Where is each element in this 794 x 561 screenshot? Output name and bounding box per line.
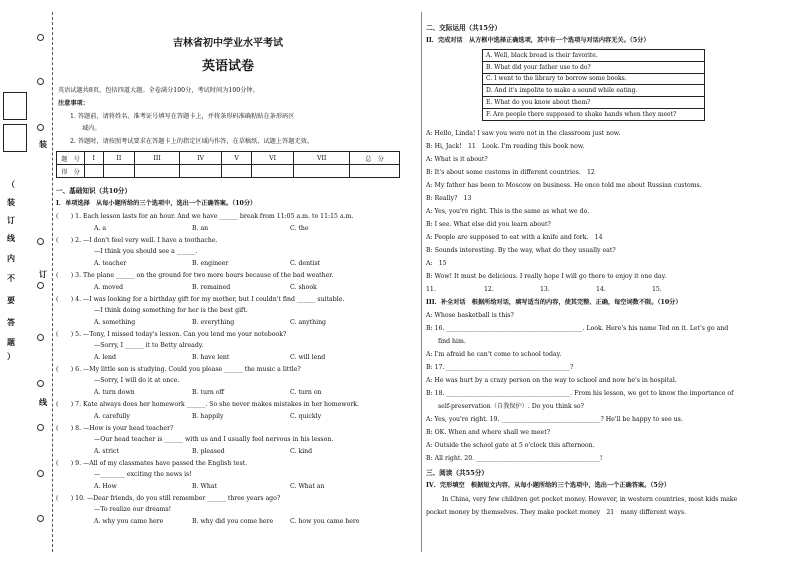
option-a[interactable]: A. something — [94, 319, 136, 326]
option-b[interactable]: B. turn off — [192, 389, 224, 396]
score-header: IV — [179, 152, 222, 165]
question-stem: ( ) 9. —All of my classmates have passed the English test. — [56, 460, 248, 467]
option-a[interactable]: A. strict — [94, 448, 119, 455]
dialogue-line: B: Wow! It must be delicious. I really hope I will go there to enjoy it one day. — [426, 273, 667, 280]
side-mark: 线 — [39, 397, 47, 407]
question-stem-2: —Sorry, I will do it at once. — [94, 377, 180, 384]
option-a[interactable]: A. lend — [94, 354, 116, 361]
answer-blank[interactable]: 14. — [596, 286, 606, 293]
dialogue-option[interactable]: D. And it's impolite to make a sound while eating. — [483, 85, 705, 97]
option-c[interactable]: C. anything — [290, 319, 327, 326]
score-cell[interactable] — [179, 165, 222, 178]
answer-blank[interactable]: 13. — [540, 286, 550, 293]
answer-blank[interactable]: 15. — [652, 286, 662, 293]
question-stem-2: —I think doing something for her is the best gift. — [94, 307, 248, 314]
cut-label: 订 — [7, 215, 15, 225]
question-stem: ( ) 5. —Tony, I missed today's lesson. Can you lend me your notebook? — [56, 331, 287, 338]
notice-1-cont: 域内。 — [82, 125, 101, 132]
dialogue-line: A: Whose basketball is this? — [426, 312, 514, 319]
dialogue-line: find him. — [438, 338, 466, 345]
score-header: VI — [251, 152, 294, 165]
binding-hole — [37, 238, 44, 245]
question-stem: ( ) 4. —I was looking for a birthday gift for my mother, but I couldn't find ______ suitable. — [56, 296, 345, 303]
dialogue-option[interactable]: C. I went to the library to borrow some books. — [483, 73, 705, 85]
binding-hole — [37, 124, 44, 131]
score-cell[interactable] — [103, 165, 135, 178]
cut-label: 答 — [7, 317, 15, 327]
question-stem: ( ) 1. Each lesson lasts for an hour. And we have ______ break from 11:05 a.m. to 11:15 a.m. — [56, 213, 354, 220]
dialogue-line: A: Outside the school gate at 5 o'clock this afternoon. — [426, 442, 595, 449]
binding-hole — [37, 334, 44, 341]
question-stem: ( ) 6. —My little son is studying. Could you please ______ the music a little? — [56, 366, 301, 373]
option-a[interactable]: A. turn down — [94, 389, 135, 396]
score-cell[interactable] — [350, 165, 400, 178]
binding-hole — [37, 380, 44, 387]
dialogue-line[interactable]: B: 17. ________________________________________? — [426, 364, 574, 371]
option-b[interactable]: B. everything — [192, 319, 235, 326]
part1-title: 一、基础知识（共10分） — [56, 187, 132, 195]
part3-section: IV．完形填空 根据短文内容，从每小题所给的三个选项中，选出一个正确答案。（5分） — [426, 482, 671, 489]
options-box — [482, 49, 705, 121]
notice-2: 2. 答题时，请按照考试要求在答题卡上的指定区域内作答，在草稿纸、试题上答题无效。 — [70, 138, 313, 145]
answer-blank[interactable]: 12. — [484, 286, 494, 293]
notice-1: 1. 答题前，请将姓名、准考证号填写在答题卡上，并将条形码准确粘贴在条形码区 — [70, 113, 295, 120]
question-stem-2: —________ exciting the news is! — [94, 471, 192, 478]
passage-line: In China, very few children get pocket money. However, in western countries, most kids make — [442, 496, 738, 503]
score-header: V — [222, 152, 251, 165]
question-stem-2: —I think you should see a ______. — [94, 248, 198, 255]
dialogue-option[interactable]: E. What do you know about them? — [483, 97, 705, 109]
score-header: III — [135, 152, 180, 165]
part3-title: 三、阅读（共55分） — [426, 469, 488, 477]
option-b[interactable]: B. pleased — [192, 448, 225, 455]
exam-intro: 英语试题共8页，包括四道大题。全卷满分100分，考试时间为100分钟。 — [58, 87, 259, 94]
option-b[interactable]: B. What — [192, 483, 218, 490]
dialogue-line: B: Hi, Jack! 11 Look. I'm reading this book now. — [426, 143, 585, 150]
dialogue-line: A: Hello, Linda! I saw you were not in the classroom just now. — [426, 130, 621, 137]
dialogue-line: B: I see. What else did you learn about? — [426, 221, 551, 228]
dialogue-line[interactable]: B: 16. ____________________________________________. Look. Here's his name Ted on it. Let's go and — [426, 325, 729, 332]
dialogue-line: B: It's about some customs in different countries. 12 — [426, 169, 602, 176]
cut-paren: （ — [7, 179, 15, 189]
cut-label: 要 — [7, 295, 15, 305]
question-stem: ( ) 2. —I don't feel very well. I have a toothache. — [56, 237, 218, 244]
score-header: 总 分 — [350, 152, 400, 165]
dialogue-line[interactable]: B: 18. ________________________________________. From his lesson, we get to know the importance of — [426, 390, 734, 397]
dialogue-line: self-preservation（自我保护）. Do you think so? — [438, 403, 584, 410]
subject-title: 英语试卷 — [201, 59, 254, 74]
dialogue-line[interactable]: B: All right. 20. ________________________________________! — [426, 455, 603, 462]
option-b[interactable]: B. engineer — [192, 260, 229, 267]
option-b[interactable]: B. happily — [192, 413, 224, 420]
dialogue-line: B: Really? 13 — [426, 195, 478, 202]
option-a[interactable]: A. a — [94, 225, 107, 232]
dialogue-line: B: OK. When and where shall we meet? — [426, 429, 551, 436]
cut-paren: ） — [7, 351, 15, 361]
question-stem: ( ) 3. The plane ______ on the ground for two more hours because of the bad weather. — [56, 272, 334, 279]
binding-hole — [37, 470, 44, 477]
score-cell[interactable] — [294, 165, 350, 178]
score-row-label: 得 分 — [57, 165, 85, 178]
part2-title: 二、交际运用（共15分） — [426, 24, 502, 32]
score-cell[interactable] — [251, 165, 294, 178]
option-b[interactable]: B. remained — [192, 284, 231, 291]
passage-line: pocket money by themselves. They make pocket money 21 many different ways. — [426, 509, 687, 516]
dialogue-option[interactable]: F. Are people there supposed to shake hands when they meet? — [483, 108, 705, 120]
question-stem-2: —To realize our dreams! — [94, 506, 172, 513]
score-header: 题 号 — [57, 152, 85, 165]
cut-line — [52, 12, 53, 552]
dialogue-option[interactable]: B. What did your father use to do? — [483, 61, 705, 73]
option-c[interactable]: C. quickly — [290, 413, 322, 420]
option-c[interactable]: C. What an — [290, 483, 325, 490]
part2-section: II．完成对话 从方框中选择正确选项，其中有一个选项与对话内容无关。（5分） — [426, 37, 650, 44]
dialogue-line: A: I'm afraid he can't come to school today. — [426, 351, 562, 358]
option-c[interactable]: C. turn on — [290, 389, 322, 396]
option-a[interactable]: A. carefully — [94, 413, 130, 420]
dialogue-line[interactable]: A: Yes, you're right. 19. ________________________________? He'll be happy to see us. — [426, 416, 683, 423]
option-c[interactable]: C. the — [290, 225, 309, 232]
question-stem: ( ) 7. Kate always does her homework ______. So she never makes mistakes in her homework. — [56, 401, 359, 408]
exam-title: 吉林省初中学业水平考试 — [173, 38, 283, 49]
option-b[interactable]: B. have lent — [192, 354, 230, 361]
score-header: VII — [294, 152, 350, 165]
score-cell[interactable] — [85, 165, 104, 178]
question-stem: ( ) 8. —How is your head teacher? — [56, 425, 174, 432]
option-a[interactable]: A. moved — [94, 284, 124, 291]
binding-hole — [37, 34, 44, 41]
cut-label: 不 — [7, 273, 15, 283]
option-c[interactable]: C. will lend — [290, 354, 326, 361]
cut-label: 内 — [7, 253, 15, 263]
binding-hole — [37, 424, 44, 431]
cut-label: 线 — [7, 233, 15, 243]
score-table — [56, 151, 400, 178]
binding-hole — [37, 282, 44, 289]
cut-label: 装 — [7, 197, 15, 207]
dialogue-line: A: 15 — [426, 260, 453, 267]
student-info-box[interactable] — [3, 92, 27, 120]
question-stem-2: —Sorry, I ______ it to Betty already. — [94, 342, 204, 349]
cut-label: 题 — [7, 337, 15, 347]
notice-title: 注意事项： — [58, 100, 89, 107]
side-mark: 订 — [39, 269, 47, 279]
binding-hole — [37, 515, 44, 522]
dialogue-line: A: My father has been to Moscow on business. He once told me about Russian customs. — [426, 182, 702, 189]
option-c[interactable]: C. dentist — [290, 260, 321, 267]
column-divider — [421, 12, 422, 552]
option-a[interactable]: A. How — [94, 483, 117, 490]
answer-blank[interactable]: 11. — [426, 286, 436, 293]
option-a[interactable]: A. why you came here — [94, 518, 164, 525]
question-stem: ( ) 10. —Dear friends, do you still remember ______ three years ago? — [56, 495, 281, 502]
question-stem-2: —Our head teacher is ______ with us and I usually feel nervous in his lesson. — [94, 436, 334, 443]
dialogue-line: A: What is it about? — [426, 156, 488, 163]
score-header: I — [85, 152, 104, 165]
score-cell[interactable] — [222, 165, 251, 178]
part1-section: I．单项选择 从每小题所给的三个选项中，选出一个正确答案。（10分） — [56, 200, 257, 207]
part2-section3: III．补全对话 根据所给对话，填写适当的内容，使其完整、正确，每空词数不限。（10分） — [426, 299, 682, 306]
student-info-box[interactable] — [3, 124, 27, 152]
dialogue-line: A: Yes, you're right. This is the same as what we do. — [426, 208, 590, 215]
option-b[interactable]: B. why did you come here — [192, 518, 274, 525]
dialogue-line: B: Sounds interesting. By the way, what do they usually eat? — [426, 247, 616, 254]
score-cell[interactable] — [135, 165, 180, 178]
option-c[interactable]: C. kind — [290, 448, 313, 455]
dialogue-option[interactable]: A. Well, black bread is their favorite. — [483, 50, 705, 62]
side-mark: 装 — [39, 139, 47, 149]
option-a[interactable]: A. teacher — [94, 260, 127, 267]
option-c[interactable]: C. shook — [290, 284, 317, 291]
score-header: II — [103, 152, 135, 165]
binding-hole — [37, 78, 44, 85]
option-c[interactable]: C. how you came here — [290, 518, 360, 525]
dialogue-line: A: People are supposed to eat with a knife and fork. 14 — [426, 234, 609, 241]
option-b[interactable]: B. an — [192, 225, 209, 232]
dialogue-line: A: He was hurt by a crazy person on the way to school and now he's in hospital. — [426, 377, 677, 384]
